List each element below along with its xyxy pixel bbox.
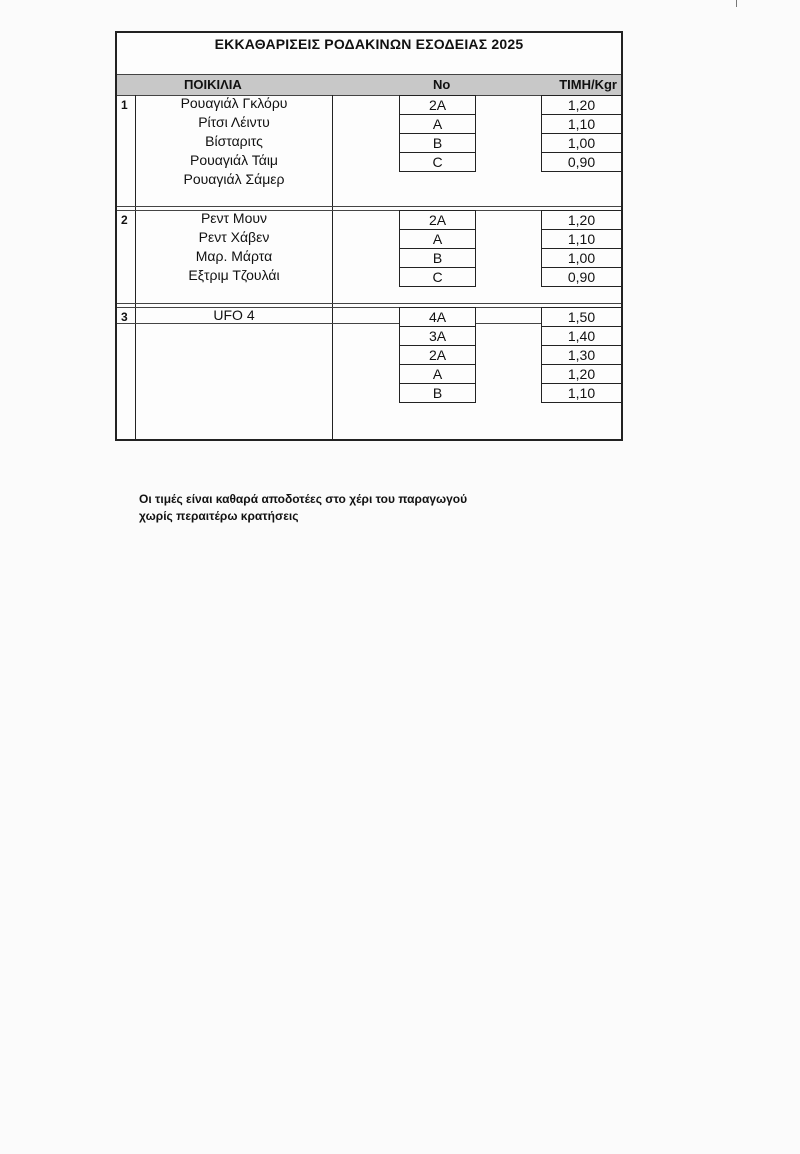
grade-cell: A (399, 364, 476, 384)
price-cell: 0,90 (541, 152, 622, 172)
header-price: ΤΙΜΗ/Kgr (559, 77, 617, 92)
header-variety: ΠΟΙΚΙΛΙΑ (184, 77, 242, 92)
grade-cell: B (399, 383, 476, 403)
grade-cell: 3A (399, 326, 476, 346)
variety-name: Βίσταριτς (205, 133, 263, 149)
header-number: Νο (433, 77, 451, 92)
price-cell: 1,10 (541, 383, 622, 403)
price-cell: 1,50 (541, 307, 622, 327)
group-number: 1 (121, 98, 128, 112)
group-number: 3 (121, 310, 128, 324)
price-cell: 1,00 (541, 248, 622, 268)
column-divider-variety (332, 95, 333, 441)
price-cell: 0,90 (541, 267, 622, 287)
price-cell: 1,20 (541, 95, 622, 115)
grade-cell: A (399, 114, 476, 134)
grade-cell: C (399, 152, 476, 172)
price-cell: 1,10 (541, 114, 622, 134)
grade-cell: A (399, 229, 476, 249)
table-title: ΕΚΚΑΘΑΡΙΣΕΙΣ ΡΟΔΑΚΙΝΩΝ ΕΣΟΔΕΙΑΣ 2025 (214, 36, 524, 52)
table-header-row (117, 74, 621, 96)
variety-name: Ρεντ Μουν (200, 210, 268, 226)
group-separator (117, 303, 621, 304)
price-cell: 1,20 (541, 210, 622, 230)
price-cell: 1,30 (541, 345, 622, 365)
grade-cell: 2A (399, 210, 476, 230)
price-cell: 1,20 (541, 364, 622, 384)
variety-name: Ρουαγιάλ Σάμερ (183, 171, 285, 187)
variety-name: Ρίτσι Λέιντυ (198, 114, 270, 130)
grade-cell: B (399, 133, 476, 153)
price-table (115, 31, 623, 441)
footnote-line: χωρίς περαιτέρω κρατήσεις (139, 509, 299, 523)
column-divider-number (135, 95, 136, 441)
grade-cell: 2A (399, 345, 476, 365)
price-cell: 1,10 (541, 229, 622, 249)
price-cell: 1,00 (541, 133, 622, 153)
grade-cell: B (399, 248, 476, 268)
page-edge-mark (736, 0, 737, 7)
footnote-line: Οι τιμές είναι καθαρά αποδοτέες στο χέρι του παραγωγού (139, 492, 468, 506)
grade-cell: 4A (399, 307, 476, 327)
variety-name: Ρεντ Χάβεν (198, 229, 270, 245)
group-number: 2 (121, 213, 128, 227)
variety-name: Εξτριμ Τζουλάι (188, 267, 280, 283)
grade-cell: C (399, 267, 476, 287)
group-separator (117, 206, 621, 207)
price-cell: 1,40 (541, 326, 622, 346)
variety-name: UFO 4 (213, 307, 255, 323)
variety-name: Ρουαγιάλ Τάιμ (190, 152, 278, 168)
variety-name: Ρουαγιάλ Γκλόρυ (180, 95, 288, 111)
variety-name: Μαρ. Μάρτα (195, 248, 273, 264)
grade-cell: 2A (399, 95, 476, 115)
footnote (139, 491, 559, 525)
